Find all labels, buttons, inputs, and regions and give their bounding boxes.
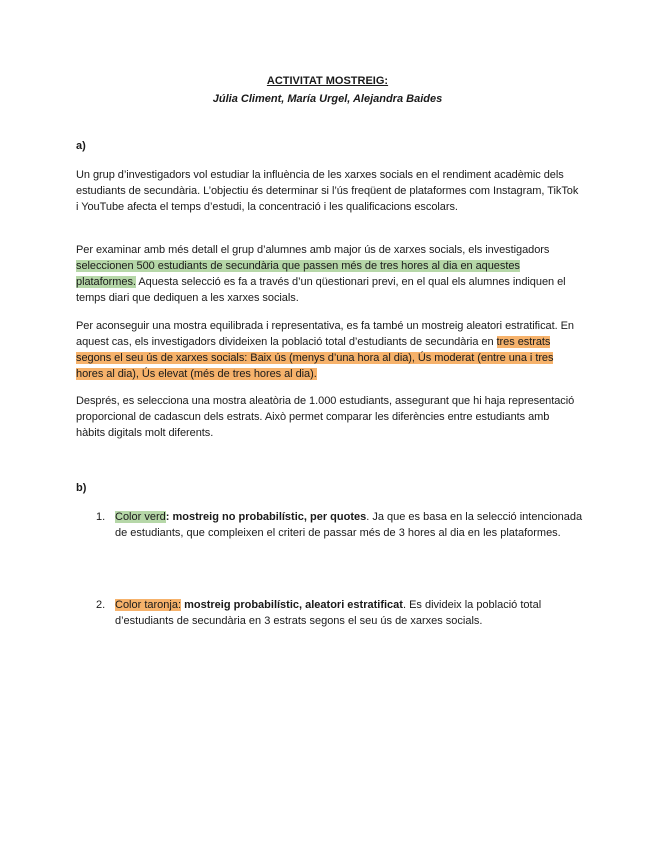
paragraph-2-text-start: Per examinar amb més detall el grup d’alumnes amb major ús de xarxes socials, els investigadors — [76, 244, 550, 256]
list-number-1: 1. — [96, 511, 106, 523]
list-item-2 — [96, 597, 586, 629]
document-authors: Júlia Climent, María Urgel, Alejandra Baides — [212, 93, 443, 105]
item-2-description: . Es divideix la població total d’estudiants de secundària en 3 estrats segons el seu ús de xarxes socials. — [115, 599, 542, 627]
paragraph-2-text-end: Aquesta selecció es fa a través d’un qüestionari previ, en el qual els alumnes indiquen el temps diari que dediquen a les xarxes socials. — [76, 276, 566, 304]
item-1-colon: : — [165, 511, 170, 523]
item-2-bold-method: mostreig probabilístic, aleatori estratificat — [181, 599, 403, 611]
orange-color-label: Color taronja: — [115, 599, 182, 611]
paragraph-3 — [76, 318, 581, 382]
item-1-bold-method: mostreig no probabilístic, per quotes — [169, 511, 367, 523]
paragraph-4: Després, es selecciona una mostra aleatòria de 1.000 estudiants, assegurant que hi haja representació proporcional de cadascun dels estrats. Això permet comparar les diferències entre estudiants amb hàbits digitals molt diferents. — [76, 395, 575, 439]
list-item-2-text — [115, 597, 586, 629]
green-color-label: Color verd — [115, 511, 166, 523]
paragraph-3-text-start: Per aconseguir una mostra equilibrada i representativa, es fa també un mostreig aleatori estratificat. En aquest cas, els investigadors divideixen la població total d’estudiants de secundària en — [76, 320, 574, 348]
list-number-2: 2. — [96, 599, 106, 611]
orange-highlight: tres estrats segons el seu ús de xarxes socials: Baix ús (menys d’una hora al dia), Ús moderat (entre una i tres hores al dia), Ús elevat (més de tres hores al dia). — [76, 336, 554, 380]
section-b-heading: b) — [76, 482, 87, 494]
paragraph-2 — [76, 242, 581, 306]
item-1-description: . Ja que es basa en la selecció intencionada de estudiants, que compleixen el criteri de passar més de 3 hores al dia en les plataformes. — [115, 511, 583, 539]
green-highlight: seleccionen 500 estudiants de secundària que passen més de tres hores al dia en aquestes plataformes. — [76, 260, 520, 288]
list-item-1 — [96, 509, 586, 541]
document-title: ACTIVITAT MOSTREIG: — [266, 75, 389, 87]
section-a-heading: a) — [76, 140, 86, 152]
paragraph-1: Un grup d’investigadors vol estudiar la influència de les xarxes socials en el rendiment acadèmic dels estudiants de secundària. L’objectiu és determinar si l’ús freqüent de plataformes com Instagram, TikTok i YouTube afecta el temps d’estudi, la concentració i les qualificacions escolars. — [76, 169, 579, 213]
list-item-1-text — [115, 509, 586, 541]
